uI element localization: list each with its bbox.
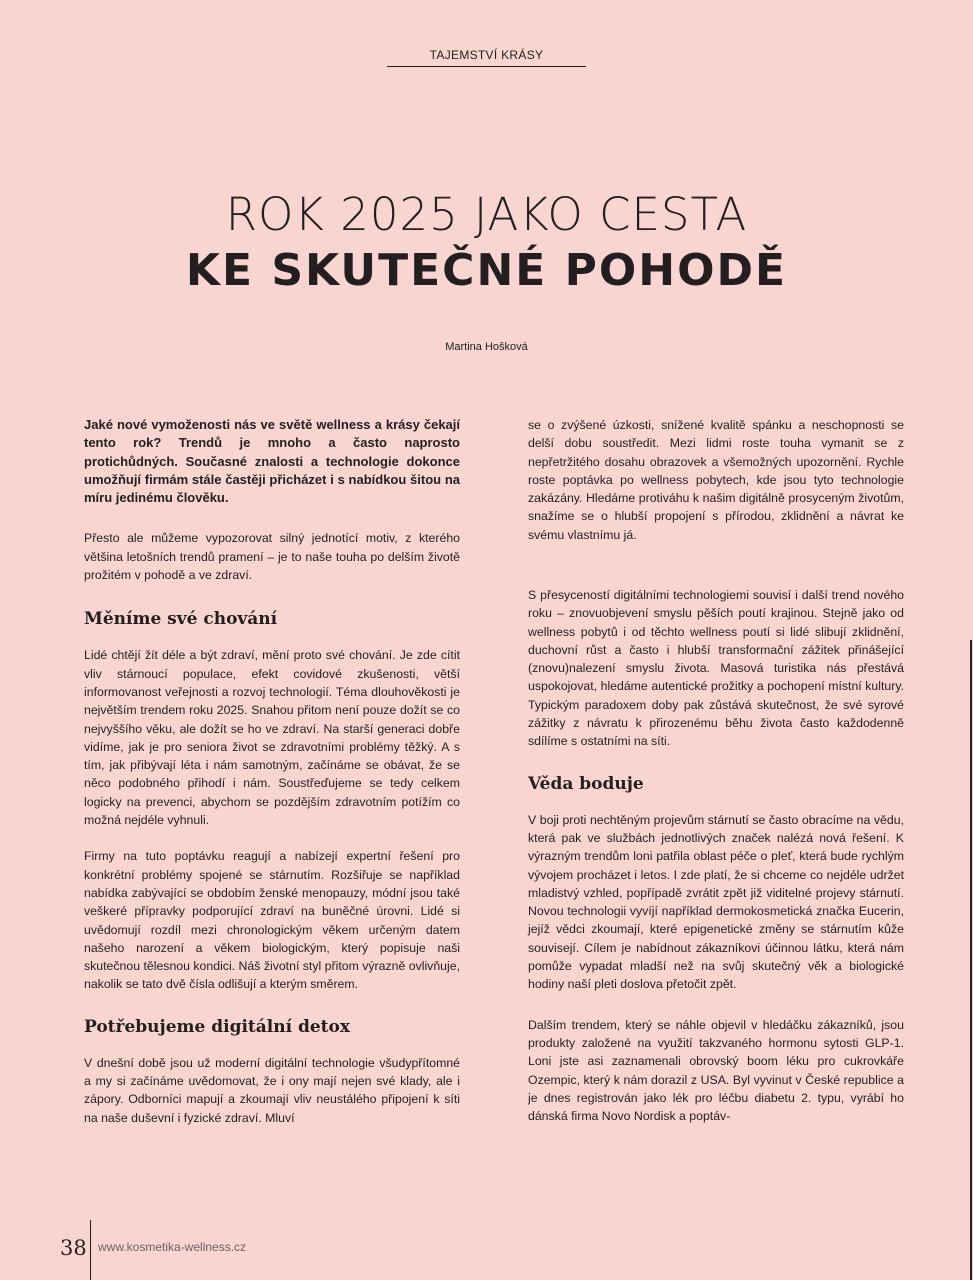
edge-bar bbox=[970, 640, 972, 1280]
footer-divider bbox=[90, 1220, 91, 1280]
page-number: 38 bbox=[60, 1236, 87, 1260]
title-line-2: KE SKUTEČNÉ POHODĚ bbox=[185, 245, 788, 296]
heading-science: Věda boduje bbox=[528, 773, 644, 794]
section-tag: TAJEMSTVÍ KRÁSY bbox=[387, 48, 586, 67]
author-byline: Martina Hošková bbox=[445, 341, 528, 353]
paragraph-2: Firmy na tuto poptávku reagují a nabízejí expertní řešení pro konkrétní problémy spojené se stárnutím. Rozšiřuje se například nabídka zabývající se obdobím ženské menopauzy, módní jsou také veškeré přípravky podporující zdraví na buněčné úrovni. Lidé si uvědomují rozdíl mezi chronologickým věkem určeným datem našeho narození a věkem biologickým, který popisuje naši skutečnou tělesnou kondici. Náš životní styl přitom výrazně ovlivňuje, nakolik se tato dvě čísla odlišují a kterým směrem. bbox=[84, 849, 460, 992]
paragraph-3-continued bbox=[528, 416, 904, 562]
article-title bbox=[0, 186, 973, 298]
paragraph-5: V boji proti nechtěným projevům stárnutí se často obracíme na vědu, která pak ve službách jednotlivých značek nalézá nová řešení. K výrazným trendům loni patřila oblast péče o pleť, která bude rychlým vývojem procházet i letos. I zde platí, že si chceme co nejdéle udržet mladistvý vzhled, popřípadě zvrátit zpět již viditelné projevy stárnutí. Novou technologii vyvíjí například dermokosmetická značka Eucerin, jejíž vědci zkoumají, které epigenetické změny se stárnutím kůže souvisejí. Cílem je nabídnout zákazníkovi účinnou látku, která nám pomůže vypadat mladší než na svůj skutečný věk a biologické hodiny naší pleti doslova přetočit zpět. bbox=[528, 812, 904, 992]
title-line-1: ROK 2025 JAKO CESTA bbox=[225, 188, 748, 241]
heading-digital-detox: Potřebujeme digitální detox bbox=[84, 1016, 351, 1037]
intro-paragraph: Přesto ale můžeme vypozorovat silný jednotící motiv, z kterého většina letošních trendů pramení – je to naše touha po delším životě prožitém v pohodě a ve zdraví. bbox=[84, 531, 460, 583]
paragraph-6: Dalším trendem, který se náhle objevil v hledáčku zákazníků, jsou produkty založené na využití takzvaného hormonu sytosti GLP-1. Loni jste asi zaznamenali obrovský boom léku pro cukrovkáře Ozempic, který k nám dorazil z USA. Byl vyvinut v České republice a je dnes registrován jako lék pro léčbu diabetu 2. typu, vyrábí ho dánská firma Novo Nordisk a poptáv- bbox=[528, 1017, 904, 1124]
lead-paragraph: Jaké nové vymoženosti nás ve světě wellness a krásy čekají tento rok? Trendů je mnoho a často naprosto protichůdných. Současné znalosti a technologie dokonce umožňují firmám stále častěji přicházet i s nabídkou šitou na míru jedinému člověku. bbox=[84, 417, 460, 506]
footer-url[interactable]: www.kosmetika-wellness.cz bbox=[98, 1240, 247, 1254]
paragraph-4: S přesyceností digitálními technologiemi souvisí i další trend nového roku – znovuobjevení smyslu pěších poutí krajinou. Stejně jako od wellness pobytů i od těchto wellness poutí si lidé slibují zklidnění, duchovní růst a často i hlubší transformační zážitek přinášející (znovu)nalezení smyslu života. Masová turistika nás přestává uspokojovat, hledáme autentické prožitky a pochopení místní kultury. Typickým paradoxem doby pak zůstává skutečnost, že své syrové zážitky z návratu k přirozenému běhu života často každodenně sdílíme s ostatními na síti. bbox=[528, 588, 904, 749]
paragraph-1: Lidé chtějí žít déle a být zdraví, mění proto své chování. Je zde cítit vliv stárnoucí populace, efekt covidové zkušenosti, větší informovanost veřejnosti a rozvoj technologií. Téma dlouhověkosti je největším trendem roku 2025. Snahou přitom není pouze dožít se co nejvyššího věku, ale dožít se ho ve zdraví. Na starší generaci dobře vidíme, jak je pro seniora život se zdravotními problémy těžký. A s tím, jak přibývají léta i nám samotným, začínáme se obávat, že se něco podobného přihodí i nám. Soustřeďujeme se tedy celkem logicky na prevenci, abychom se pozdějším zdravotním potížím co možná nejdéle vyhnuli. bbox=[84, 648, 460, 828]
heading-behavior: Měníme své chování bbox=[84, 609, 278, 630]
paragraph-3: V dnešní době jsou už moderní digitální technologie všudypřítomné a my si začínáme uvědomovat, že i ony mají nejen své klady, ale i zápory. Odborníci mapují a zkoumají vliv neustálého připojení k síti na naše duševní i fyzické zdraví. Mluví bbox=[84, 1055, 460, 1125]
paragraph-3-tail: se o zvýšené úzkosti, snížené kvalitě spánku a neschopnosti se delší dobu soustředit. Mezi lidmi roste touha vymanit se z nepřetržitého dosahu obrazovek a všemožných upozornění. Rychle roste poptávka po wellness pobytech, kde jsou tyto technologie zakázány. Hledáme protiváhu k našim digitálně prosyceným životům, snažíme se o hlubší propojení s přírodou, zklidnění a návrat ke svému vlastnímu já. bbox=[528, 418, 904, 542]
column-left bbox=[84, 416, 460, 1127]
column-right bbox=[528, 416, 904, 1143]
